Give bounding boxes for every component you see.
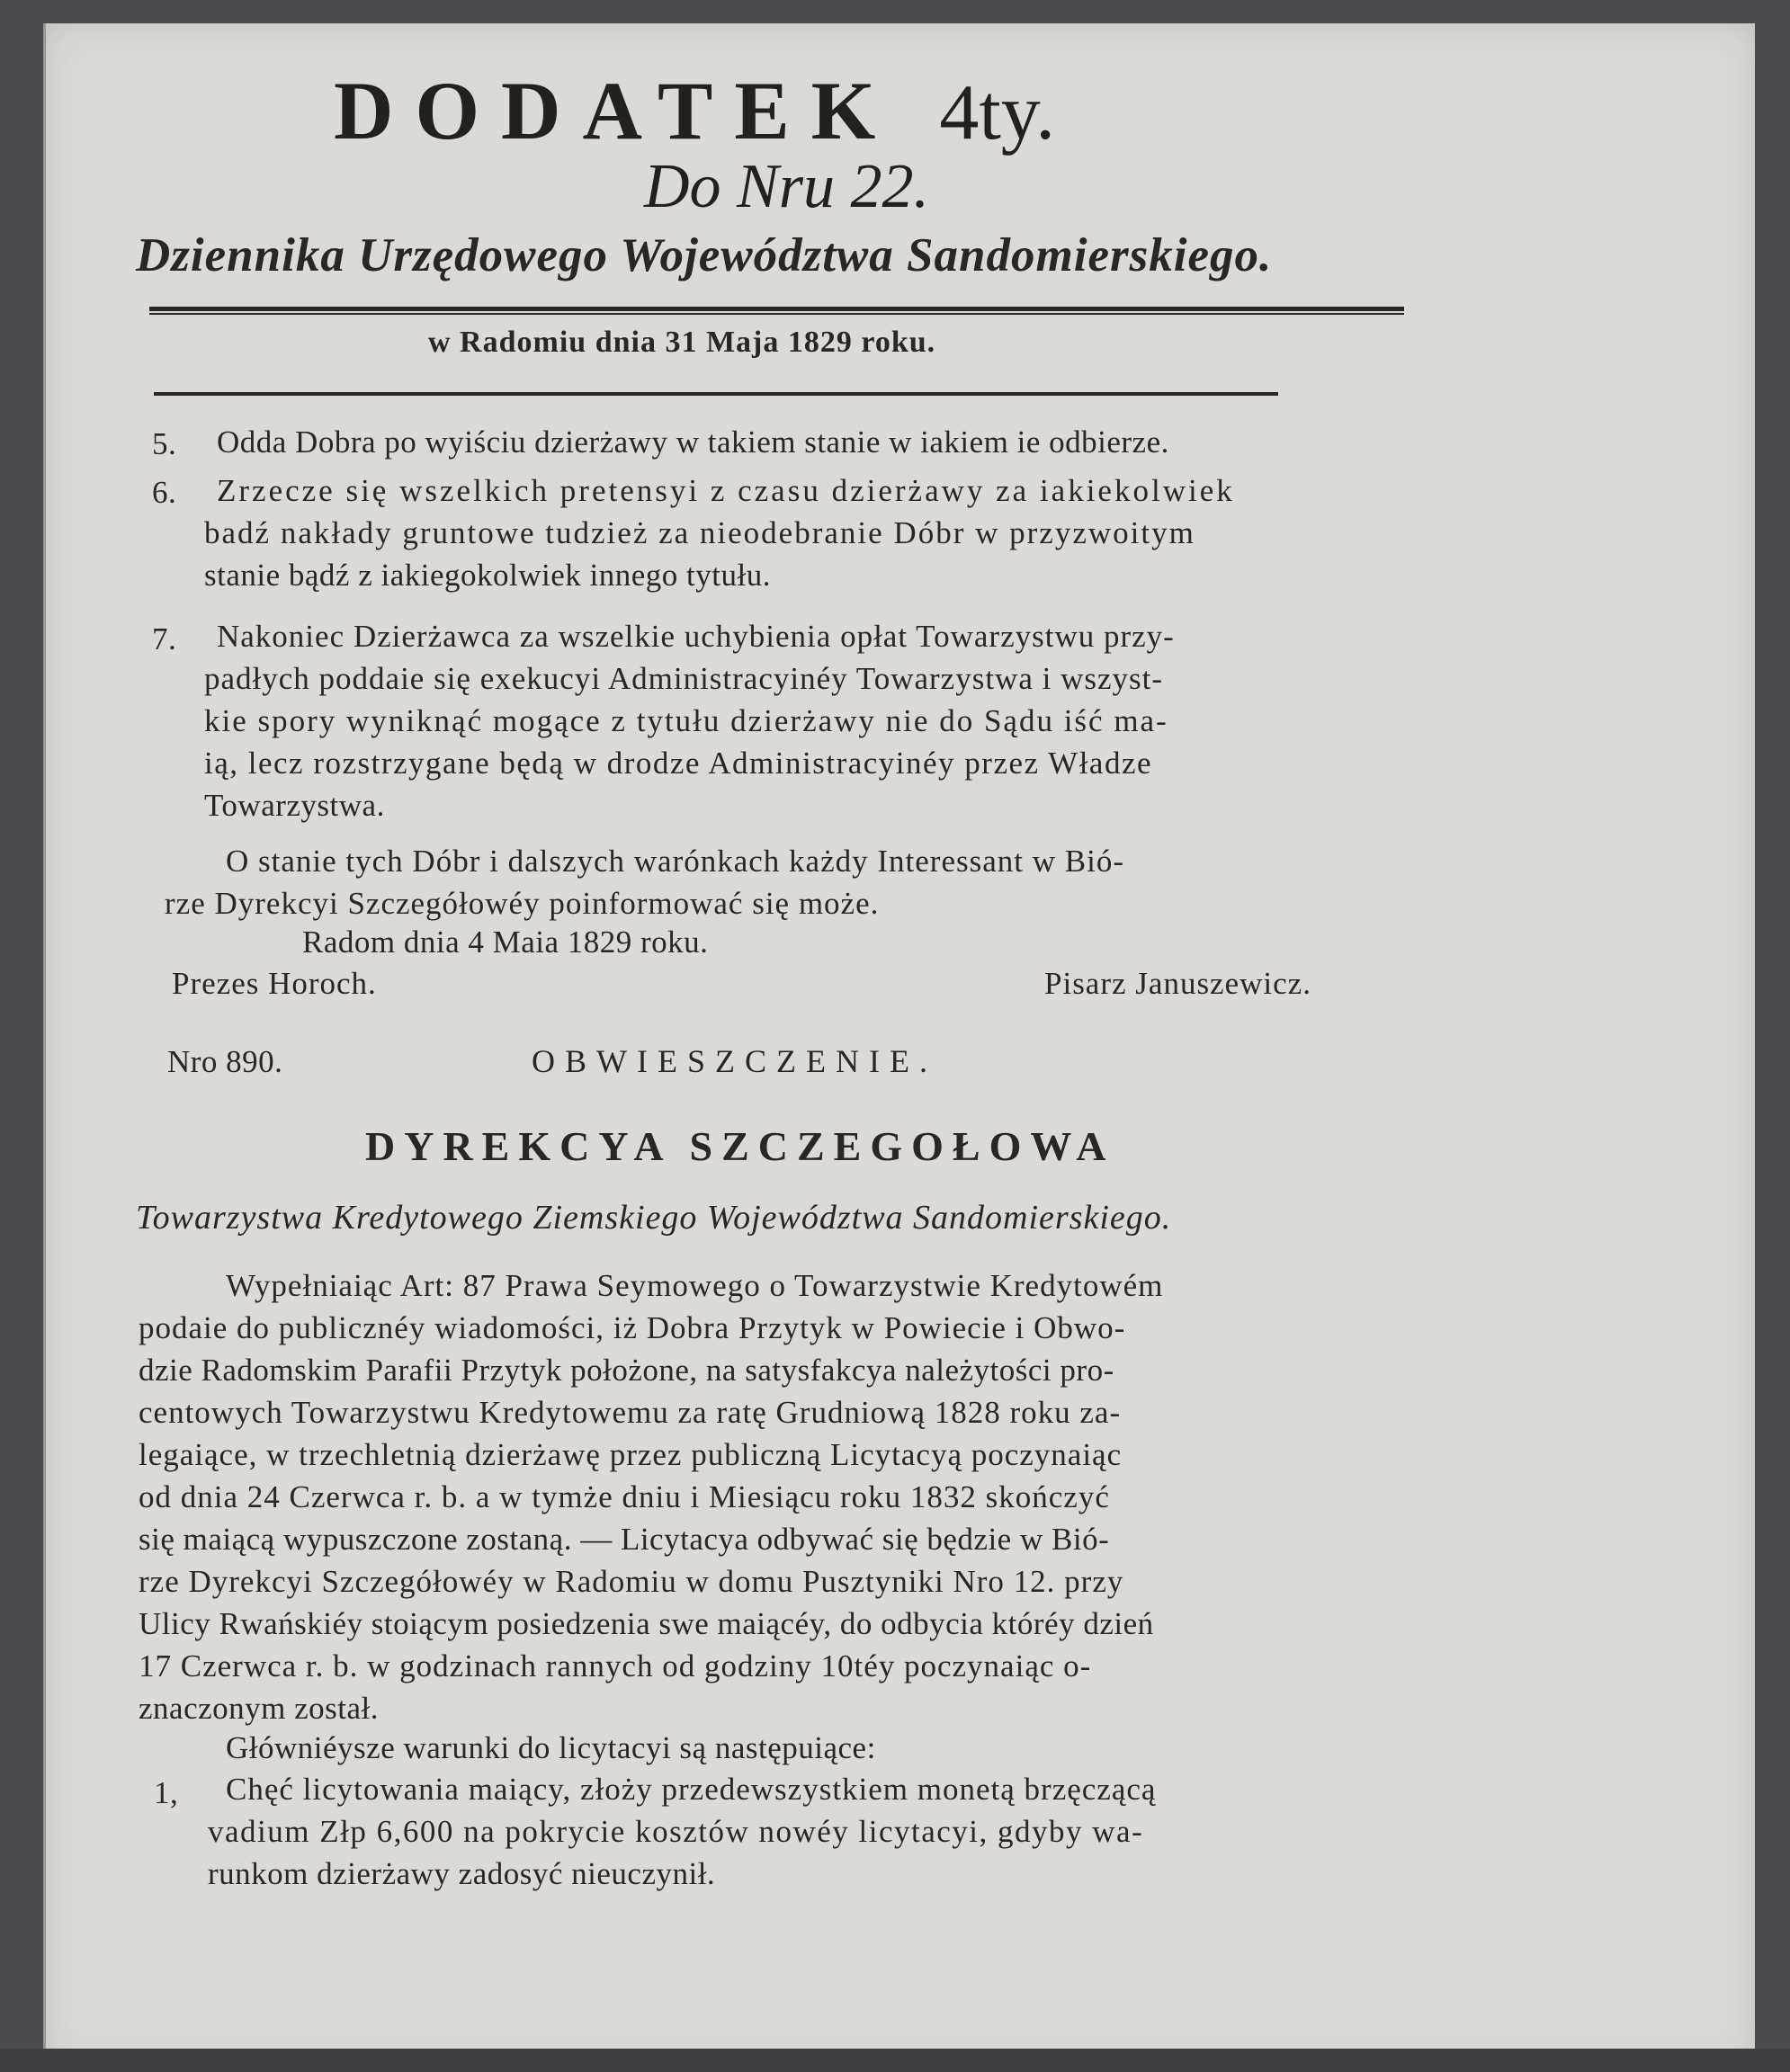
body-line-10: 17 Czerwca r. b. w godzinach rannych od godziny 10téy poczynaiąc o- bbox=[139, 1648, 1092, 1684]
document-page bbox=[43, 23, 1755, 2067]
masthead-journal: Dziennika Urzędowego Województwa Sandomierskiego. bbox=[136, 229, 1273, 281]
signature-president: Prezes Horoch. bbox=[172, 966, 377, 1001]
masthead-title-text: DODATEK bbox=[334, 65, 898, 156]
body-line-5: legaiące, w trzechletnią dzierżawę przez publiczną Licytacyą poczynaiąc bbox=[139, 1437, 1123, 1472]
item-5-line-1: Odda Dobra po wyiściu dzierżawy w takiem stanie w iakiem ie odbierze. bbox=[217, 424, 1169, 460]
item-7-number: 7. bbox=[152, 621, 177, 656]
announcement-heading: OBWIESZCZENIE. bbox=[532, 1043, 937, 1079]
body-line-4: centowych Towarzystwu Kredytowemu za ratę Grudniową 1828 roku za- bbox=[139, 1395, 1122, 1430]
announcement-number: Nro 890. bbox=[167, 1044, 283, 1079]
condition-1-line-3: runkom dzierżawy zadosyć nieuczynił. bbox=[208, 1856, 716, 1891]
masthead-issue: Do Nru 22. bbox=[644, 152, 929, 221]
body-line-1: Wypełniaiąc Art: 87 Prawa Seymowego o Towarzystwie Kredytowém bbox=[226, 1268, 1164, 1303]
body-line-2: podaie do publicznéy wiadomości, iż Dobra Przytyk w Powiecie i Obwo- bbox=[139, 1310, 1126, 1345]
masthead-rule-thin bbox=[149, 313, 1404, 315]
item-7-line-5: Towarzystwa. bbox=[204, 788, 385, 823]
closing-line-1: O stanie tych Dóbr i dalszych warónkach każdy Interessant w Bió- bbox=[226, 844, 1124, 879]
conditions-intro: Główniéysze warunki do licytacyi są następuiące: bbox=[226, 1730, 876, 1765]
body-line-8: rze Dyrekcyi Szczegółowéy w Radomiu w domu Pusztyniki Nro 12. przy bbox=[139, 1564, 1124, 1599]
masthead-title-suffix: 4ty. bbox=[939, 69, 1056, 156]
body-line-9: Ulicy Rwańskiéy stoiącym posiedzenia swe maiącéy, do odbycia któréy dzień bbox=[139, 1606, 1154, 1641]
body-line-11: znaczonym został. bbox=[139, 1691, 380, 1726]
body-line-3: dzie Radomskim Parafii Przytyk położone, na satysfakcya należytości pro- bbox=[139, 1353, 1114, 1388]
item-7-line-3: kie spory wyniknąć mogące z tytułu dzierżawy nie do Sądu iść ma- bbox=[204, 703, 1168, 738]
closing-line-2: rze Dyrekcyi Szczegółowéy poinformować się może. bbox=[165, 886, 880, 921]
dateline: w Radomiu dnia 31 Maja 1829 roku. bbox=[428, 326, 936, 359]
announcement-subtitle: Towarzystwa Kredytowego Ziemskiego Województwa Sandomierskiego. bbox=[136, 1199, 1172, 1237]
scan-border-bottom bbox=[0, 2049, 1790, 2072]
item-6-line-2: badź nakłady gruntowe tudzież za nieodebranie Dóbr w przyzwoitym bbox=[204, 515, 1195, 550]
item-6-line-3: stanie bądź z iakiegokolwiek innego tytułu. bbox=[204, 558, 771, 593]
announcement-authority: DYREKCYA SZCZEGOŁOWA bbox=[365, 1123, 1115, 1169]
masthead-title bbox=[334, 63, 1055, 158]
body-line-6: od dnia 24 Czerwca r. b. a w tymże dniu i Miesiącu roku 1832 skończyć bbox=[139, 1479, 1110, 1514]
item-7-line-4: ią, lecz rozstrzygane będą w drodze Administracyinéy przez Władze bbox=[204, 746, 1153, 781]
item-5-number: 5. bbox=[152, 426, 177, 461]
item-6-number: 6. bbox=[152, 475, 177, 510]
item-7-line-1: Nakoniec Dzierżawca za wszelkie uchybienia opłat Towarzystwu przy- bbox=[217, 619, 1175, 654]
dateline-rule-thick bbox=[154, 392, 1278, 396]
masthead-rule-thick bbox=[149, 307, 1404, 311]
condition-1-line-2: vadium Złp 6,600 na pokrycie kosztów nowéy licytacyi, gdyby wa- bbox=[208, 1814, 1144, 1849]
signature-secretary: Pisarz Januszewicz. bbox=[1044, 966, 1311, 1001]
condition-1-line-1: Chęć licytowania maiący, złoży przedewszystkiem monetą brzęczącą bbox=[226, 1772, 1157, 1807]
condition-1-number: 1, bbox=[154, 1775, 179, 1810]
body-line-7: się maiącą wypuszczone zostaną. — Licytacya odbywać się będzie w Bió- bbox=[139, 1522, 1110, 1557]
place-date: Radom dnia 4 Maia 1829 roku. bbox=[302, 924, 709, 960]
item-7-line-2: padłych poddaie się exekucyi Administracyinéy Towarzystwa i wszyst- bbox=[204, 661, 1164, 696]
item-6-line-1: Zrzecze się wszelkich pretensyi z czasu dzierżawy za iakiekolwiek bbox=[217, 473, 1235, 508]
